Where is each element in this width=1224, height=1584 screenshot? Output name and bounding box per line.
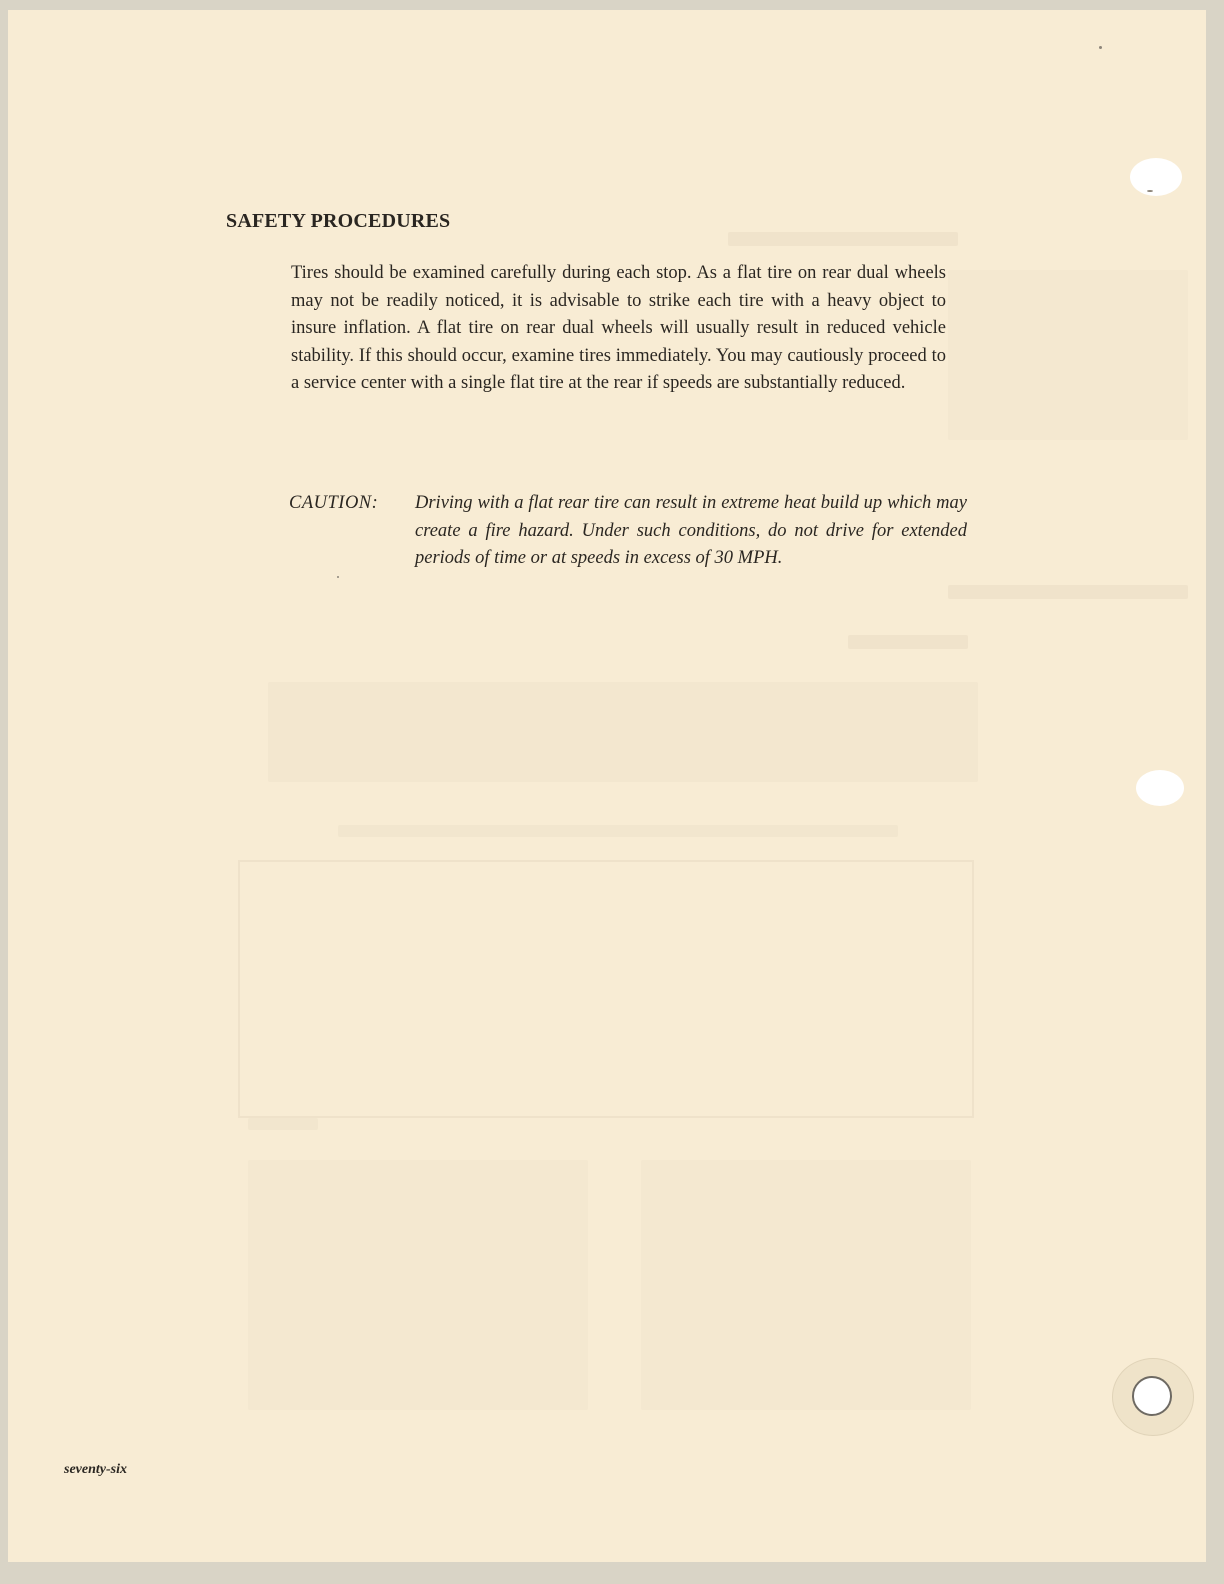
bleed-through-note: [248, 1118, 318, 1130]
bleed-through-caption: [338, 825, 898, 837]
bleed-through-column-left: [248, 1160, 588, 1410]
paper-speck: [1147, 190, 1153, 192]
caution-label: CAUTION:: [289, 493, 379, 513]
bleed-through-heading-2: [948, 585, 1188, 599]
bleed-through-column-right: [641, 1160, 971, 1410]
bleed-through-text: [948, 270, 1188, 440]
document-page: [8, 10, 1206, 1562]
bleed-through-table: [238, 860, 974, 1118]
bleed-through-heading: [728, 232, 958, 246]
section-heading: SAFETY PROCEDURES: [226, 210, 451, 232]
page-number: seventy-six: [64, 1462, 127, 1477]
paper-speck: [1099, 46, 1102, 49]
body-paragraph: Tires should be examined carefully during each stop. As a flat tire on rear dual wheels may not be readily noticed, it is advisable to strike each tire with a heavy object to insure inflation. A flat tire on rear dual wheels will usually result in reduced vehicle stability. If this should occur, examine tires immediately. You may cautiously proceed to a service center with a single flat tire at the rear if speeds are substantially reduced.: [291, 263, 946, 393]
bleed-through-heading-3: [848, 635, 968, 649]
punch-hole-middle: [1136, 770, 1184, 806]
punch-hole-top: [1130, 158, 1182, 196]
paper-speck: [337, 576, 339, 578]
punch-hole-bottom: [1132, 1376, 1172, 1416]
bleed-through-paragraph: [268, 682, 978, 782]
caution-text: Driving with a flat rear tire can result in extreme heat build up which may create a fire hazard. Under such conditions, do not drive for extended periods of time or at speeds in excess of 30 MPH.: [415, 493, 967, 568]
